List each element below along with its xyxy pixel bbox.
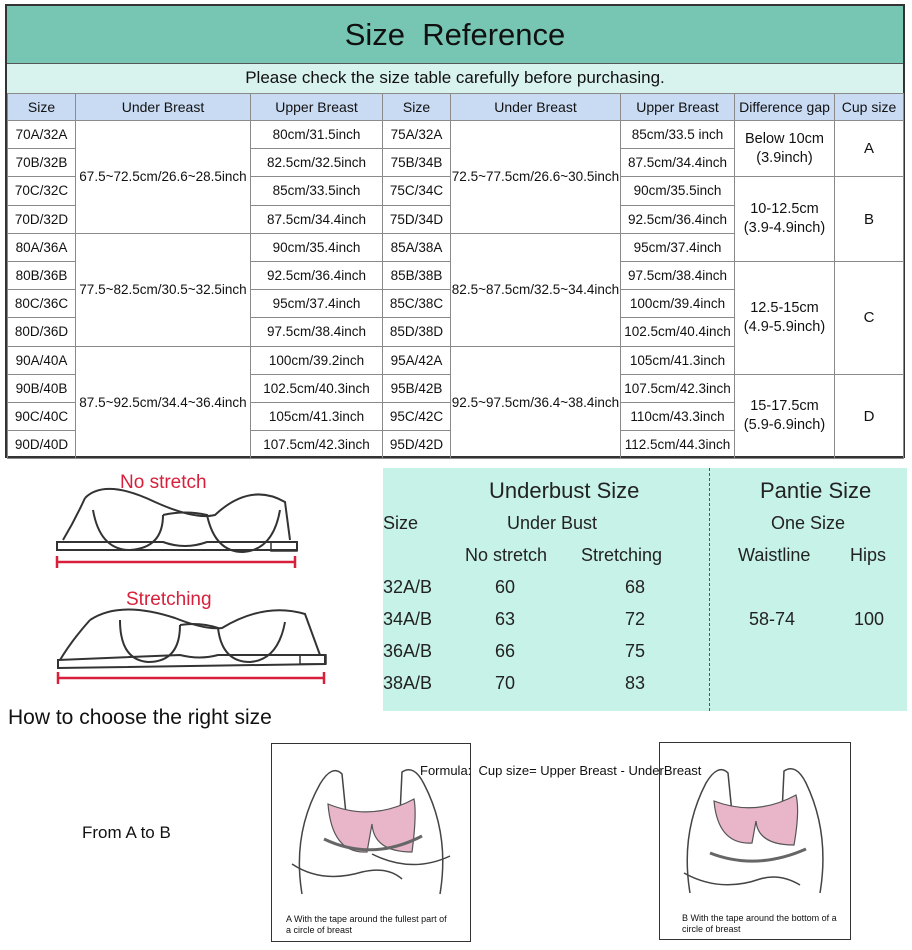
underbust-size: 32A/B <box>383 577 433 597</box>
size-cell: 95C/42C <box>383 402 451 430</box>
under-breast-cell: 87.5~92.5cm/34.4~36.4inch <box>76 346 251 459</box>
header-upper-breast-right: Upper Breast <box>621 94 735 121</box>
size-reference-table <box>5 4 905 458</box>
size-cell: 75B/34B <box>383 149 451 177</box>
header-difference-gap: Difference gap <box>735 94 835 121</box>
howto-heading: How to choose the right size <box>8 706 272 729</box>
upper-breast-cell: 95cm/37.4inch <box>251 290 383 318</box>
size-cell: 75C/34C <box>383 177 451 205</box>
caption-a-line2: a circle of breast <box>286 925 353 935</box>
size-cell: 70D/32D <box>8 205 76 233</box>
size-cell: 85C/38C <box>383 290 451 318</box>
upper-breast-cell: 85cm/33.5inch <box>251 177 383 205</box>
size-table <box>7 93 904 459</box>
upper-breast-cell: 107.5cm/42.3inch <box>251 431 383 459</box>
cup-size-cell: A <box>835 121 904 177</box>
underbust-under-bust-label: Under Bust <box>507 513 598 533</box>
size-cell: 90D/40D <box>8 431 76 459</box>
no-stretch-caption: No stretch <box>120 472 207 493</box>
from-a-to-b-label: From A to B <box>82 823 171 842</box>
cup-size-cell: B <box>835 177 904 262</box>
size-cell: 95A/42A <box>383 346 451 374</box>
underbust-size-label: Size <box>383 513 419 533</box>
size-cell: 90C/40C <box>8 402 76 430</box>
size-cell: 90B/40B <box>8 374 76 402</box>
cup-size-cell: D <box>835 374 904 459</box>
size-cell: 80C/36C <box>8 290 76 318</box>
table-row <box>8 121 904 149</box>
header-size-left: Size <box>8 94 76 121</box>
upper-breast-cell: 92.5cm/36.4inch <box>621 205 735 233</box>
upper-breast-cell: 85cm/33.5 inch <box>621 121 735 149</box>
cup-size-cell: C <box>835 261 904 374</box>
size-cell: 75A/32A <box>383 121 451 149</box>
underbust-size: 38A/B <box>383 673 433 693</box>
bra-stretching-icon <box>50 600 330 690</box>
under-breast-cell: 67.5~72.5cm/26.6~28.5inch <box>76 121 251 234</box>
no-stretch-label: No stretch <box>465 545 548 565</box>
header-size-right: Size <box>383 94 451 121</box>
upper-breast-cell: 90cm/35.5inch <box>621 177 735 205</box>
no-stretch-value: 63 <box>495 609 516 629</box>
size-cell: 90A/40A <box>8 346 76 374</box>
table-header-row <box>8 94 904 121</box>
header-under-breast-right: Under Breast <box>451 94 621 121</box>
upper-breast-cell: 112.5cm/44.3inch <box>621 431 735 459</box>
header-under-breast-left: Under Breast <box>76 94 251 121</box>
size-cell: 70C/32C <box>8 177 76 205</box>
upper-breast-cell: 97.5cm/38.4inch <box>621 261 735 289</box>
upper-breast-cell: 87.5cm/34.4inch <box>621 149 735 177</box>
size-cell: 85A/38A <box>383 233 451 261</box>
size-cell: 80D/36D <box>8 318 76 346</box>
pantie-title: Pantie Size <box>760 478 872 503</box>
stretching-value: 72 <box>625 609 646 629</box>
caption-b-line1: B With the tape around the bottom of a <box>682 913 837 923</box>
upper-breast-cell: 97.5cm/38.4inch <box>251 318 383 346</box>
size-cell: 70A/32A <box>8 121 76 149</box>
upper-breast-cell: 92.5cm/36.4inch <box>251 261 383 289</box>
difference-gap-cell: 12.5-15cm (4.9-5.9inch) <box>735 261 835 374</box>
size-cell: 85B/38B <box>383 261 451 289</box>
hips-value: 100 <box>854 609 885 629</box>
hips-label: Hips <box>850 545 887 565</box>
underbust-title: Underbust Size <box>489 478 640 503</box>
difference-gap-cell: 10-12.5cm (3.9-4.9inch) <box>735 177 835 262</box>
size-cell: 75D/34D <box>383 205 451 233</box>
underbust-size: 34A/B <box>383 609 433 629</box>
difference-gap-cell: 15-17.5cm (5.9-6.9inch) <box>735 374 835 459</box>
upper-breast-cell: 102.5cm/40.4inch <box>621 318 735 346</box>
table-subtitle: Please check the size table carefully before purchasing. <box>7 64 903 94</box>
waistline-value: 58-74 <box>749 609 796 629</box>
under-breast-cell: 72.5~77.5cm/26.6~30.5inch <box>451 121 621 234</box>
upper-breast-cell: 80cm/31.5inch <box>251 121 383 149</box>
under-breast-cell: 82.5~87.5cm/32.5~34.4inch <box>451 233 621 346</box>
cup-size-formula: Formula: Cup size= Upper Breast - UnderBreast <box>420 763 702 778</box>
no-stretch-value: 66 <box>495 641 516 661</box>
upper-breast-cell: 87.5cm/34.4inch <box>251 205 383 233</box>
bra-no-stretch-icon <box>45 480 305 575</box>
upper-breast-cell: 105cm/41.3inch <box>251 402 383 430</box>
under-breast-cell: 92.5~97.5cm/36.4~38.4inch <box>451 346 621 459</box>
size-cell: 80A/36A <box>8 233 76 261</box>
size-cell: 80B/36B <box>8 261 76 289</box>
upper-breast-cell: 110cm/43.3inch <box>621 402 735 430</box>
difference-gap-cell: Below 10cm (3.9inch) <box>735 121 835 177</box>
pantie-one-size: One Size <box>771 513 846 533</box>
header-cup-size: Cup size <box>835 94 904 121</box>
upper-breast-cell: 82.5cm/32.5inch <box>251 149 383 177</box>
caption-a-line1: A With the tape around the fullest part of <box>286 914 447 924</box>
panel-divider <box>709 468 710 711</box>
stretching-value: 68 <box>625 577 646 597</box>
header-upper-breast-left: Upper Breast <box>251 94 383 121</box>
size-cell: 70B/32B <box>8 149 76 177</box>
waistline-label: Waistline <box>738 545 811 565</box>
under-breast-cell: 77.5~82.5cm/30.5~32.5inch <box>76 233 251 346</box>
upper-breast-cell: 95cm/37.4inch <box>621 233 735 261</box>
stretching-value: 75 <box>625 641 646 661</box>
size-cell: 85D/38D <box>383 318 451 346</box>
size-cell: 95D/42D <box>383 431 451 459</box>
upper-breast-cell: 102.5cm/40.3inch <box>251 374 383 402</box>
upper-breast-cell: 100cm/39.2inch <box>251 346 383 374</box>
stretching-caption: Stretching <box>126 589 212 610</box>
upper-breast-cell: 90cm/35.4inch <box>251 233 383 261</box>
upper-breast-cell: 100cm/39.4inch <box>621 290 735 318</box>
underbust-pantie-panel <box>383 468 907 711</box>
underbust-size: 36A/B <box>383 641 433 661</box>
table-title: Size Reference <box>7 6 903 64</box>
caption-b-line2: circle of breast <box>682 924 741 934</box>
upper-breast-cell: 105cm/41.3inch <box>621 346 735 374</box>
no-stretch-value: 70 <box>495 673 516 693</box>
stretching-label: Stretching <box>581 545 663 565</box>
stretching-value: 83 <box>625 673 646 693</box>
upper-breast-cell: 107.5cm/42.3inch <box>621 374 735 402</box>
no-stretch-value: 60 <box>495 577 516 597</box>
size-cell: 95B/42B <box>383 374 451 402</box>
